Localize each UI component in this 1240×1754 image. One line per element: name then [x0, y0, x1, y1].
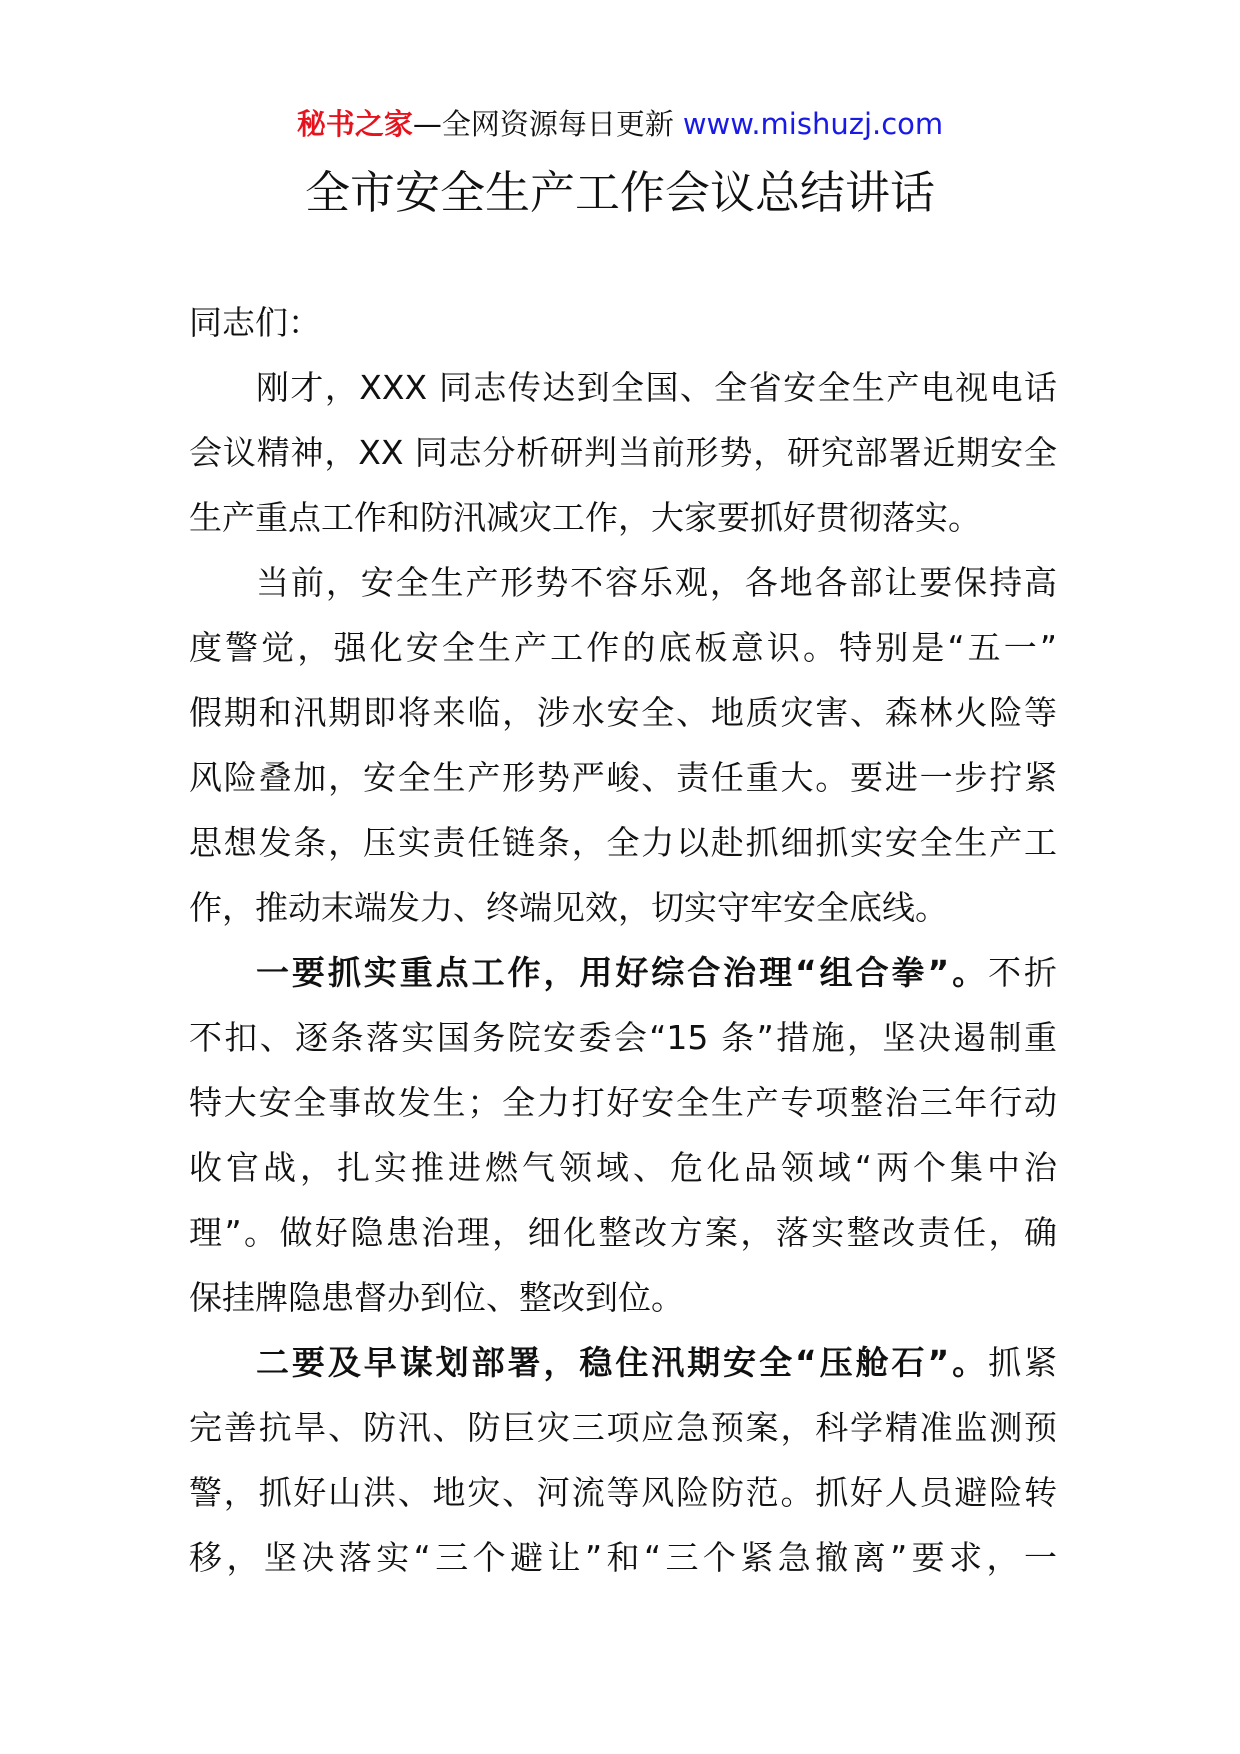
paragraph-line: 当前，安全生产形势不容乐观，各地各部让要保持高 [256, 563, 1057, 602]
paragraph-line: 警，抓好山洪、地灾、河流等风险防范。抓好人员避险转 [189, 1473, 1057, 1512]
paragraph-line: 风险叠加，安全生产形势严峻、责任重大。要进一步拧紧 [189, 758, 1057, 797]
site-header [0, 104, 1240, 144]
paragraph-line [189, 1330, 1057, 1395]
paragraph-line: 作，推动末端发力、终端见效，切实守牢安全底线。 [189, 888, 948, 927]
site-brand-name: 秘书之家 [296, 107, 413, 141]
paragraph-line: 会议精神，XX 同志分析研判当前形势，研究部署近期安全 [189, 433, 1057, 472]
paragraph-line: 生产重点工作和防汛减灾工作，大家要抓好贯彻落实。 [189, 498, 981, 537]
paragraph-line: 假期和汛期即将来临，涉水安全、地质灾害、森林火险等 [189, 693, 1057, 732]
paragraph-line: 度警觉，强化安全生产工作的底板意识。特别是“五一” [189, 628, 1057, 667]
paragraph-2 [189, 550, 1057, 940]
paragraph-line: 移，坚决落实“三个避让”和“三个紧急撤离”要求，一 [189, 1538, 1057, 1577]
document-body [189, 290, 1057, 1590]
salutation: 同志们： [189, 303, 321, 342]
document-title: 全市安全生产工作会议总结讲话 [304, 166, 935, 219]
paragraph-line: 收官战，扎实推进燃气领域、危化品领域“两个集中治 [189, 1148, 1057, 1187]
paragraph-line: 完善抗旱、防汛、防巨灾三项应急预案，科学精准监测预 [189, 1408, 1057, 1447]
paragraph-line: 理”。做好隐患治理，细化整改方案，落实整改责任，确 [189, 1213, 1057, 1252]
paragraph-line: 思想发条，压实责任链条，全力以赴抓细抓实安全生产工 [189, 823, 1057, 862]
paragraph-1 [189, 355, 1057, 550]
paragraph-lead-heading: 一要抓实重点工作，用好综合治理“组合拳”。 [256, 953, 989, 992]
paragraph-line: 刚才，XXX 同志传达到全国、全省安全生产电视电话 [256, 368, 1057, 407]
paragraph-line-text: 抓紧 [988, 1343, 1057, 1382]
site-url: www.mishuzj.com [682, 107, 944, 141]
paragraph-lead-heading: 二要及早谋划部署，稳住汛期安全“压舱石”。 [256, 1343, 989, 1382]
paragraph-4 [189, 1330, 1057, 1590]
site-tagline: —全网资源每日更新 [412, 107, 674, 141]
paragraph-line [189, 940, 1057, 1005]
paragraph-line: 保挂牌隐患督办到位、整改到位。 [189, 1278, 684, 1317]
paragraph-line-text: 不折 [988, 953, 1057, 992]
paragraph-3 [189, 940, 1057, 1330]
paragraph-line: 特大安全事故发生；全力打好安全生产专项整治三年行动 [189, 1083, 1057, 1122]
paragraph-line: 不扣、逐条落实国务院安委会“15 条”措施，坚决遏制重 [189, 1018, 1057, 1057]
